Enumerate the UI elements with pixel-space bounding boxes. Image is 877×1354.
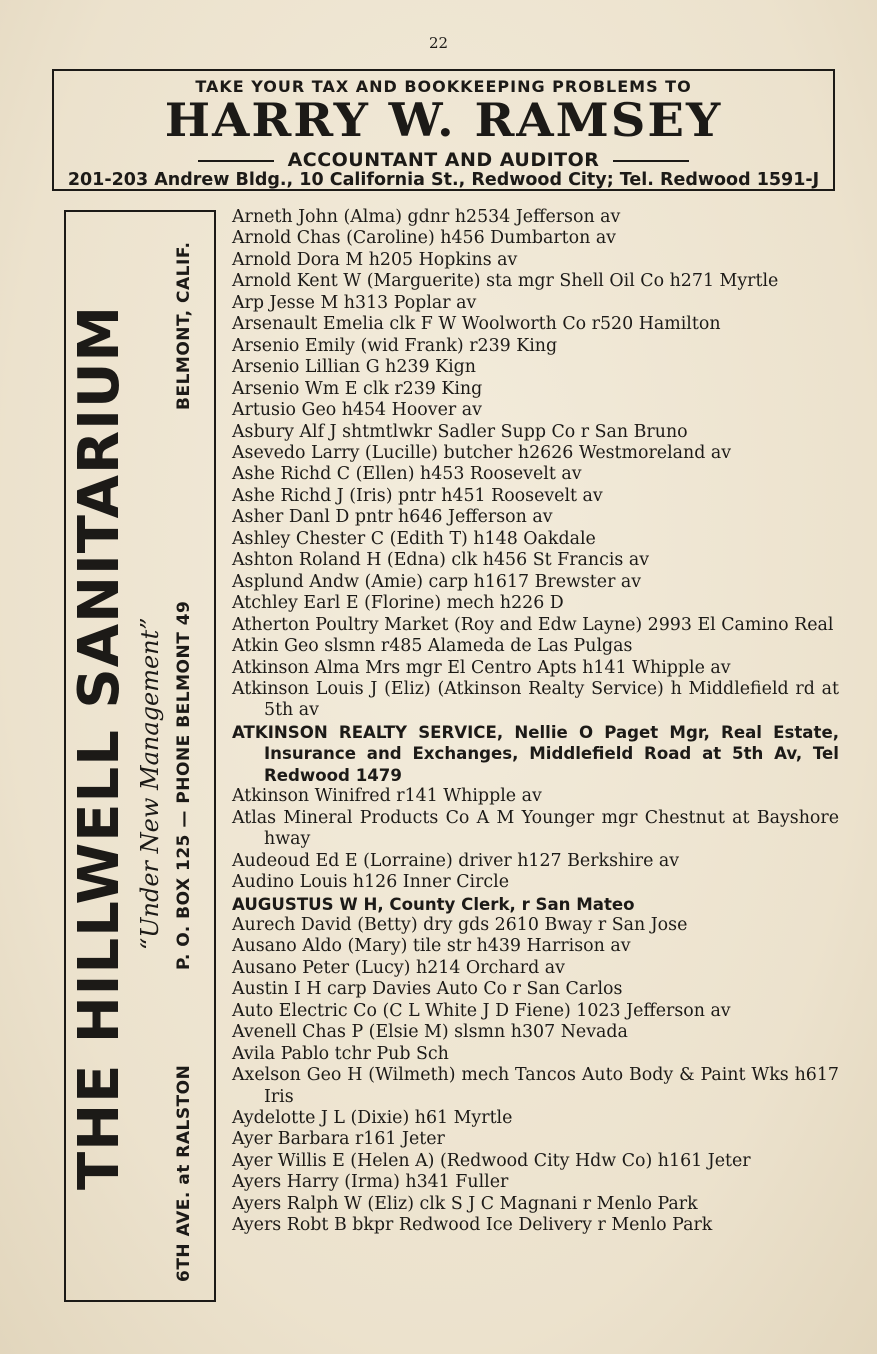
- directory-entry: Asher Danl D pntr h646 Jefferson av: [232, 507, 553, 528]
- directory-entry: Ashley Chester C (Edith T) h148 Oakdale: [232, 528, 596, 549]
- ad-title: ACCOUNTANT AND AUDITOR: [287, 149, 600, 171]
- directory-entry: Arnold Dora M h205 Hopkins av: [232, 249, 518, 270]
- directory-entry: Artusio Geo h454 Hoover av: [232, 400, 482, 421]
- page-number: 22: [428, 34, 449, 52]
- directory-entry: Austin I H carp Davies Auto Co r San Carlos: [232, 979, 623, 1000]
- directory-entry: Arnold Chas (Caroline) h456 Dumbarton av: [232, 228, 617, 249]
- directory-entry: Arp Jesse M h313 Poplar av: [232, 292, 477, 313]
- directory-entry: Audino Louis h126 Inner Circle: [232, 872, 509, 893]
- ramsey-advertisement: [52, 69, 835, 191]
- directory-entry: Asplund Andw (Amie) carp h1617 Brewster av: [232, 571, 642, 592]
- directory-entry: Atlas Mineral Products Co A M Younger mgr Chestnut at Bayshore hway: [232, 807, 839, 850]
- directory-entry: Ayer Barbara r161 Jeter: [232, 1129, 445, 1150]
- directory-entry: Arsenio Lillian G h239 Kign: [232, 357, 476, 378]
- sanitarium-tagline: “Under New Management”: [136, 617, 164, 950]
- directory-entry: Audeoud Ed E (Lorraine) driver h127 Berkshire av: [232, 850, 680, 871]
- directory-entry: Atchley Earl E (Florine) mech h226 D: [232, 593, 564, 614]
- directory-entry: AUGUSTUS W H, County Clerk, r San Mateo: [232, 894, 635, 914]
- directory-entry: Arsenio Wm E clk r239 King: [232, 378, 483, 399]
- directory-entry: Ayer Willis E (Helen A) (Redwood City Hdw Co) h161 Jeter: [232, 1150, 751, 1171]
- sanitarium-rotated-content: [66, 212, 214, 1300]
- sanitarium-contact: P. O. BOX 125 — PHONE BELMONT 49: [174, 600, 194, 970]
- directory-entry: Atkin Geo slsmn r485 Alameda de Las Pulgas: [232, 636, 633, 657]
- directory-entry: Asevedo Larry (Lucille) butcher h2626 Westmoreland av: [232, 442, 732, 463]
- directory-entry: Arnold Kent W (Marguerite) sta mgr Shell Oil Co h271 Myrtle: [232, 271, 779, 292]
- directory-entry: Ausano Aldo (Mary) tile str h439 Harrison av: [232, 936, 631, 957]
- directory-listings: [232, 207, 839, 1237]
- directory-entry: Ashton Roland H (Edna) clk h456 St Francis av: [232, 550, 650, 571]
- directory-entry: Ayers Harry (Irma) h341 Fuller: [232, 1172, 509, 1193]
- directory-entry: Arsenio Emily (wid Frank) r239 King: [232, 335, 558, 356]
- directory-entry: Aydelotte J L (Dixie) h61 Myrtle: [232, 1108, 513, 1129]
- directory-entry: Ashe Richd C (Ellen) h453 Roosevelt av: [232, 464, 582, 485]
- left-rule: [198, 160, 274, 162]
- directory-entry: Ayers Robt B bkpr Redwood Ice Delivery r Menlo Park: [232, 1215, 713, 1236]
- directory-entry: Arsenault Emelia clk F W Woolworth Co r520 Hamilton: [232, 314, 721, 335]
- directory-entry: Atkinson Alma Mrs mgr El Centro Apts h141 Whipple av: [232, 657, 731, 678]
- directory-entry: Axelson Geo H (Wilmeth) mech Tancos Auto Body & Paint Wks h617 Iris: [232, 1065, 839, 1107]
- directory-entry: Arneth John (Alma) gdnr h2534 Jefferson av: [232, 207, 621, 227]
- sanitarium-location: 6TH AVE. at RALSTON: [174, 1064, 194, 1282]
- directory-entry: Atkinson Winifred r141 Whipple av: [232, 786, 542, 807]
- directory-entry: ATKINSON REALTY SERVICE, Nellie O Paget Mgr, Real Estate, Insurance and Exchanges, Middlefield Road at 5th Av, Tel Redwood 1479: [232, 722, 839, 785]
- ad-headline: TAKE YOUR TAX AND BOOKKEEPING PROBLEMS TO: [195, 77, 692, 96]
- ad-address: 201-203 Andrew Bldg., 10 California St., Redwood City; Tel. Redwood 1591-J: [67, 170, 820, 190]
- right-rule: [613, 160, 689, 162]
- directory-entry: Atherton Poultry Market (Roy and Edw Layne) 2993 El Camino Real: [232, 614, 834, 635]
- directory-entry: Ashe Richd J (Iris) pntr h451 Roosevelt av: [232, 485, 603, 506]
- sanitarium-advertisement: [64, 210, 216, 1302]
- directory-entry: Asbury Alf J shtmtlwkr Sadler Supp Co r San Bruno: [232, 421, 688, 442]
- ad-title-row: [54, 149, 833, 171]
- ad-business-name: HARRY W. RAMSEY: [164, 94, 723, 148]
- directory-entry: Auto Electric Co (C L White J D Fiene) 1023 Jefferson av: [232, 1000, 731, 1021]
- directory-entry: Ayers Ralph W (Eliz) clk S J C Magnani r Menlo Park: [232, 1193, 698, 1214]
- directory-entry: Aurech David (Betty) dry gds 2610 Bway r San Jose: [232, 914, 688, 935]
- directory-entry: Avenell Chas P (Elsie M) slsmn h307 Nevada: [232, 1022, 628, 1043]
- sanitarium-name: THE HILLWELL SANITARIUM: [67, 304, 132, 1190]
- directory-entry: Atkinson Louis J (Eliz) (Atkinson Realty Service) h Middlefield rd at 5th av: [232, 678, 839, 721]
- directory-entry: Avila Pablo tchr Pub Sch: [232, 1043, 449, 1064]
- sanitarium-city: BELMONT, CALIF.: [174, 241, 194, 410]
- directory-entry: Ausano Peter (Lucy) h214 Orchard av: [232, 957, 565, 978]
